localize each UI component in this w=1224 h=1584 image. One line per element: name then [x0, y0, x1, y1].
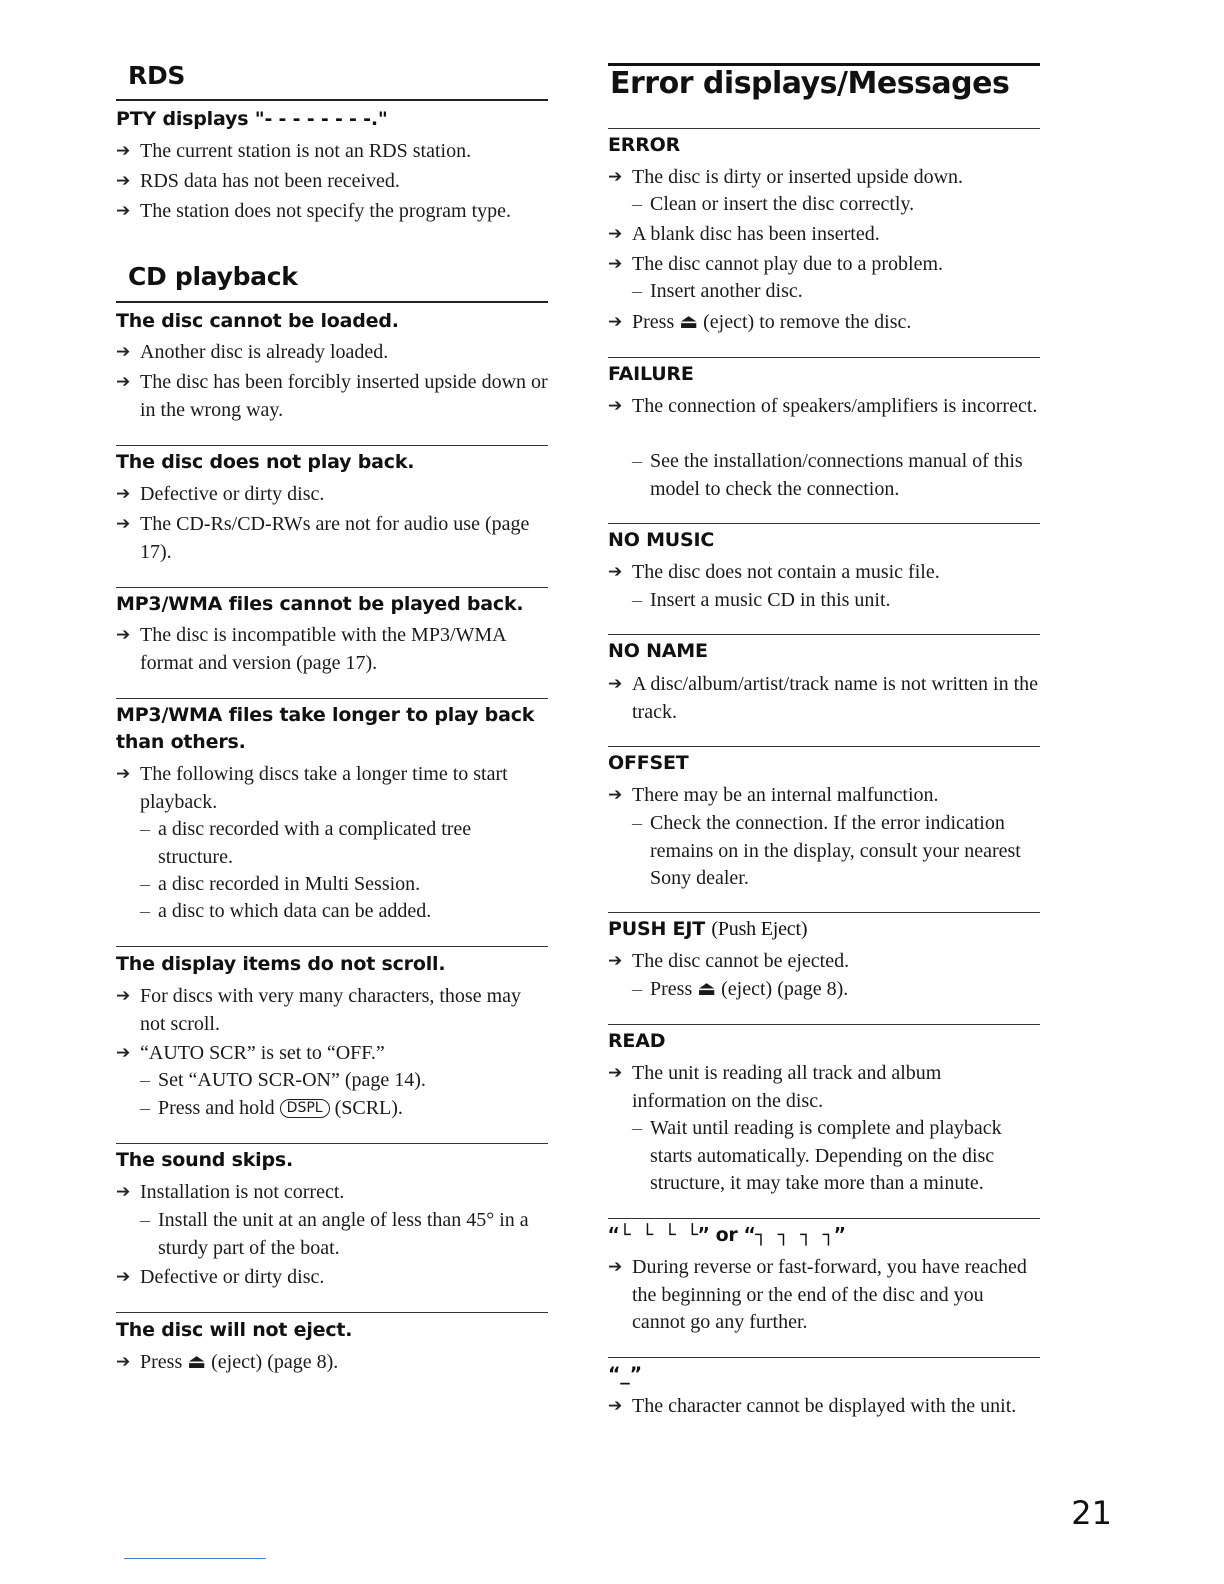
list-item: ➔ The character cannot be displayed with the unit. [608, 1393, 1040, 1421]
list-item: ➔ Installation is not correct. [116, 1179, 548, 1207]
rule [116, 1143, 548, 1144]
sub-item: – Wait until reading is complete and playback starts automatically. Depending on the disc structure, it may take more than a minute. [632, 1117, 1002, 1194]
list-item: ➔ Press ⏏ (eject) to remove the disc. [608, 309, 1040, 337]
arrow-icon: ➔ [116, 342, 131, 362]
page-number: 21 [1071, 1494, 1112, 1532]
sub-item: – Press ⏏ (eject) (page 8). [632, 978, 849, 1000]
list-item: ➔ During reverse or fast-forward, you have reached the beginning or the end of the disc and you cannot go any further. [608, 1256, 1027, 1333]
sub-item: – Install the unit at an angle of less than 45° in a sturdy part of the boat. [140, 1209, 529, 1259]
heading-no-music: NO MUSIC [608, 529, 715, 551]
list-item: ➔ RDS data has not been received. [116, 168, 548, 196]
arrow-icon: ➔ [116, 1182, 131, 1202]
list-item: ➔ The current station is not an RDS station. [116, 138, 548, 166]
heading-offset: OFFSET [608, 752, 689, 774]
arrow-icon: ➔ [116, 764, 131, 784]
list-item: ➔ The disc cannot be ejected. [608, 948, 1040, 976]
sub-item: – Set “AUTO SCR-ON” (page 14). [140, 1069, 426, 1091]
rule [116, 445, 548, 446]
list-item: ➔ For discs with very many characters, those may not scroll. [116, 985, 522, 1035]
arrow-icon: ➔ [116, 372, 131, 392]
heading-read: READ [608, 1030, 666, 1052]
sub-item: – a disc recorded in Multi Session. [140, 873, 421, 895]
arrow-icon: ➔ [608, 167, 623, 187]
list-item: ➔ The station does not specify the program type. [116, 198, 548, 226]
arrow-icon: ➔ [116, 1352, 131, 1372]
heading-mp3-cannot-play: MP3/WMA files cannot be played back. [116, 593, 524, 615]
arrow-icon: ➔ [608, 674, 623, 694]
arrow-icon: ➔ [608, 396, 623, 416]
sub-item: – a disc to which data can be added. [140, 900, 432, 922]
sub-item: – Check the connection. If the error indication remains on in the display, consult your nearest Sony dealer. [632, 812, 1021, 889]
rule [116, 946, 548, 947]
heading-failure: FAILURE [608, 363, 694, 385]
rule [608, 1024, 1040, 1025]
list-item: ➔ The disc does not contain a music file. [608, 559, 1040, 587]
rule [116, 99, 548, 101]
rule [116, 587, 548, 588]
list-item: ➔ The connection of speakers/amplifiers is incorrect. [608, 393, 1040, 421]
rule [116, 698, 548, 699]
list-item: ➔ The disc is incompatible with the MP3/WMA format and version (page 17). [116, 624, 506, 674]
section-title-error-displays: Error displays/Messages [610, 66, 1010, 101]
arrow-icon: ➔ [608, 1257, 623, 1277]
section-title-rds: RDS [128, 61, 186, 90]
rule [608, 357, 1040, 358]
heading-will-not-eject: The disc will not eject. [116, 1319, 353, 1341]
heading-no-scroll: The display items do not scroll. [116, 953, 446, 975]
sub-item: – Clean or insert the disc correctly. [632, 193, 915, 215]
arrow-icon: ➔ [608, 951, 623, 971]
list-item: ➔ The disc is dirty or inserted upside down. [608, 164, 1040, 192]
arrow-icon: ➔ [116, 141, 131, 161]
list-item: ➔ The following discs take a longer time to start playback. [116, 763, 508, 813]
rule [608, 1357, 1040, 1358]
sub-item: – See the installation/connections manual of this model to check the connection. [632, 450, 1023, 500]
sub-item: – Insert a music CD in this unit. [632, 589, 891, 611]
heading-sound-skips: The sound skips. [116, 1149, 294, 1171]
heading-error: ERROR [608, 134, 681, 156]
heading-disc-cannot-be-loaded: The disc cannot be loaded. [116, 310, 399, 332]
arrow-icon: ➔ [116, 625, 131, 645]
list-item: ➔ There may be an internal malfunction. [608, 782, 1040, 810]
heading-push-ejt: PUSH EJT (Push Eject) [608, 918, 808, 940]
arrow-icon: ➔ [608, 224, 623, 244]
arrow-icon: ➔ [116, 1267, 131, 1287]
arrow-icon: ➔ [608, 254, 623, 274]
list-item: ➔ Defective or dirty disc. [116, 1264, 548, 1292]
arrow-icon: ➔ [608, 1396, 623, 1416]
arrow-icon: ➔ [116, 201, 131, 221]
arrow-icon: ➔ [116, 986, 131, 1006]
list-item: ➔ Defective or dirty disc. [116, 481, 548, 509]
rule [608, 128, 1040, 129]
dspl-key-icon: DSPL [280, 1099, 330, 1118]
rule [608, 1218, 1040, 1219]
footer-rule [124, 1558, 266, 1559]
arrow-icon: ➔ [116, 171, 131, 191]
arrow-icon: ➔ [608, 312, 623, 332]
list-item: ➔ A blank disc has been inserted. [608, 221, 1040, 249]
list-item: ➔ The disc has been forcibly inserted upside down or in the wrong way. [116, 371, 548, 421]
heading-disc-does-not-play: The disc does not play back. [116, 451, 415, 473]
rule [608, 746, 1040, 747]
list-item: ➔ The disc cannot play due to a problem. [608, 251, 1040, 279]
sub-item: – a disc recorded with a complicated tree structure. [140, 818, 472, 868]
heading-segment-display: “└ └ └ └” or “┐ ┐ ┐ ┐” [608, 1224, 846, 1246]
rule [608, 523, 1040, 524]
rule [116, 1312, 548, 1313]
arrow-icon: ➔ [608, 785, 623, 805]
list-item: ➔ Another disc is already loaded. [116, 339, 548, 367]
heading-no-name: NO NAME [608, 640, 708, 662]
list-item: ➔ A disc/album/artist/track name is not written in the track. [608, 673, 1039, 723]
list-item: ➔ Press ⏏ (eject) (page 8). [116, 1349, 548, 1377]
arrow-icon: ➔ [116, 1043, 131, 1063]
arrow-icon: ➔ [116, 514, 131, 534]
section-title-cd-playback: CD playback [128, 262, 298, 291]
rule [608, 912, 1040, 913]
list-item: ➔ “AUTO SCR” is set to “OFF.” [116, 1040, 548, 1068]
list-item: ➔ The unit is reading all track and album information on the disc. [608, 1062, 942, 1112]
sub-item: – Press and hold DSPL (SCRL). [140, 1097, 403, 1119]
heading-pty: PTY displays "- - - - - - - -." [116, 108, 388, 130]
heading-mp3-longer: MP3/WMA files take longer to play back than others. [116, 704, 535, 753]
sub-item: – Insert another disc. [632, 280, 803, 302]
rule [116, 301, 548, 303]
arrow-icon: ➔ [608, 562, 623, 582]
arrow-icon: ➔ [116, 484, 131, 504]
heading-underscore: “_” [608, 1363, 642, 1385]
list-item: ➔ The CD-Rs/CD-RWs are not for audio use (page 17). [116, 513, 530, 563]
rule [608, 634, 1040, 635]
arrow-icon: ➔ [608, 1063, 623, 1083]
